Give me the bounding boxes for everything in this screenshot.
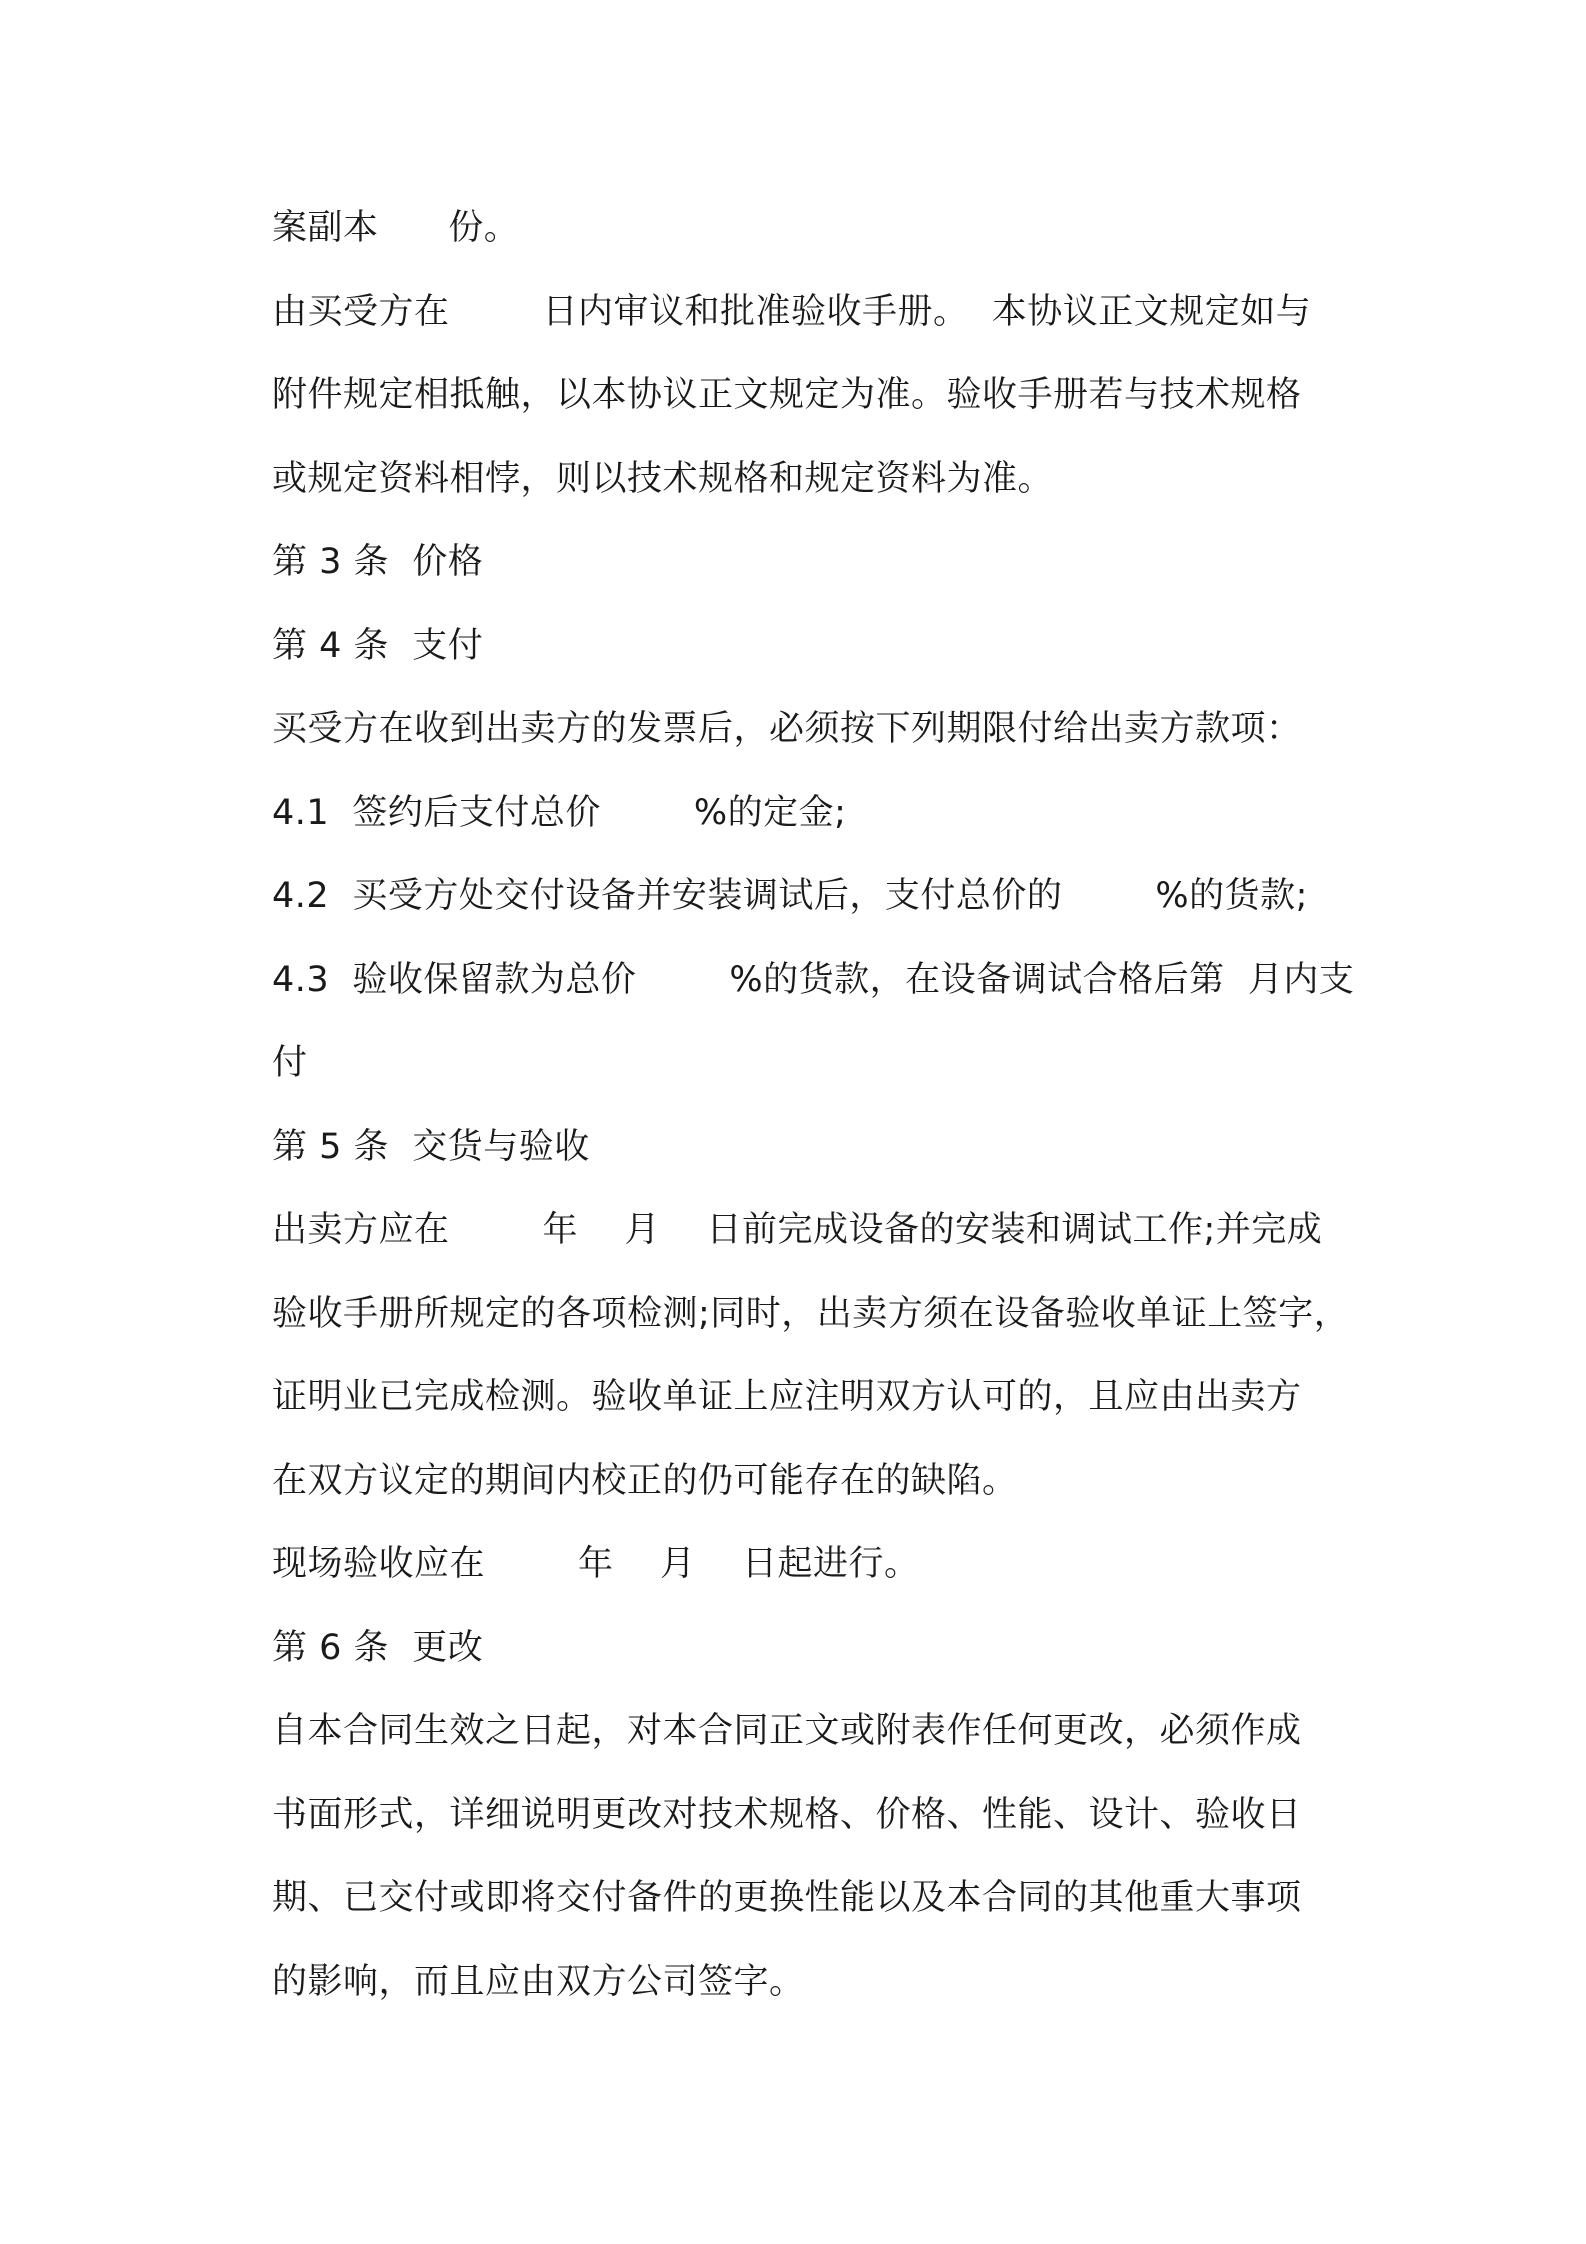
text-line: 案副本 份。 (272, 208, 520, 248)
text-line: 现场验收应在 年 月 日起进行。 (272, 1544, 920, 1584)
text-line: 出卖方应在 年 月 日前完成设备的安装和调试工作;并完成 (272, 1210, 1323, 1250)
text-line: 期、已交付或即将交付备件的更换性能以及本合同的其他重大事项 (272, 1878, 1302, 1918)
text-line: 在双方议定的期间内校正的仍可能存在的缺陷。 (272, 1461, 1018, 1501)
section-heading: 第 6 条 更改 (272, 1628, 484, 1668)
text-line: 证明业已完成检测。验收单证上应注明双方认可的，且应由出卖方 (272, 1377, 1302, 1417)
clause-item: 4.1 签约后支付总价 %的定金; (272, 793, 847, 833)
text-line: 由买受方在 日内审议和批准验收手册。 本协议正文规定如与 (272, 292, 1312, 332)
text-line: 或规定资料相悖，则以技术规格和规定资料为准。 (272, 459, 1054, 499)
text-line: 买受方在收到出卖方的发票后，必须按下列期限付给出卖方款项： (272, 709, 1302, 749)
clause-item: 4.3 验收保留款为总价 %的货款，在设备调试合格后第 月内支 (272, 960, 1355, 1000)
text-line: 书面形式，详细说明更改对技术规格、价格、性能、设计、验收日 (272, 1795, 1302, 1835)
section-heading: 第 3 条 价格 (272, 542, 484, 582)
text-line: 付 (272, 1043, 308, 1083)
clause-item: 4.2 买受方处交付设备并安装调试后，支付总价的 %的货款; (272, 876, 1308, 916)
text-line: 附件规定相抵触，以本协议正文规定为准。验收手册若与技术规格 (272, 375, 1302, 415)
section-heading: 第 5 条 交货与验收 (272, 1127, 590, 1167)
text-line: 的影响，而且应由双方公司签字。 (272, 1962, 805, 2002)
text-line: 自本合同生效之日起，对本合同正文或附表作任何更改，必须作成 (272, 1711, 1302, 1751)
section-heading: 第 4 条 支付 (272, 626, 484, 666)
text-line: 验收手册所规定的各项检测;同时，出卖方须在设备验收单证上签字， (272, 1294, 1350, 1334)
